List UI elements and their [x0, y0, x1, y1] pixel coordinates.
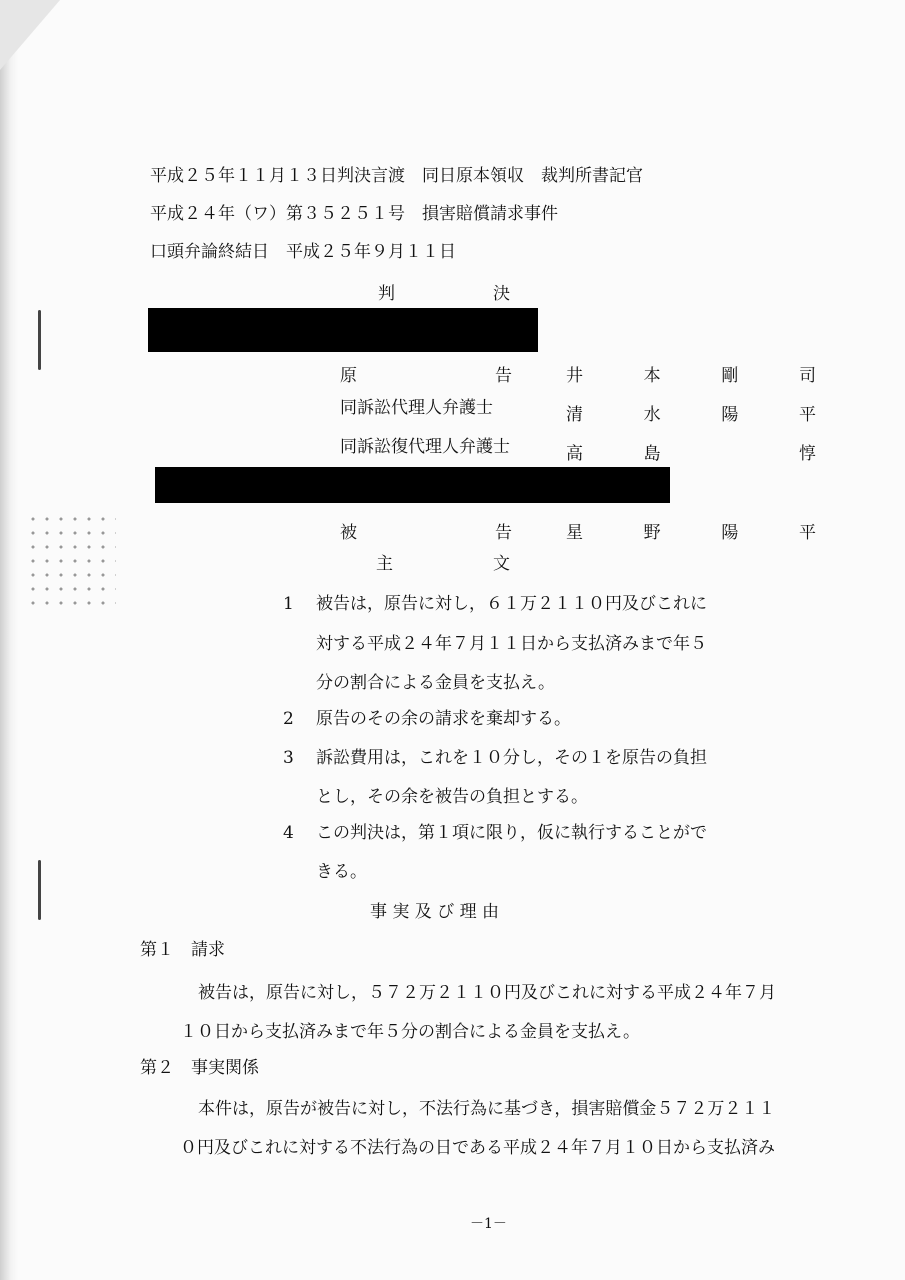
staple-mark-bottom [38, 860, 41, 920]
plaintiff-role-char-1: 原 [340, 366, 357, 386]
main-item-2-number: 2 [283, 709, 294, 729]
main-item-3-line-2: とし，その余を被告の負担とする。 [316, 787, 588, 807]
section-2-line-1: 本件は，原告が被告に対し，不法行為に基づき，損害賠償金５７２万２１１ [198, 1099, 776, 1119]
main-item-2-line-1: 原告のその余の請求を棄却する。 [316, 709, 571, 729]
facts-reasons-title: 事 実 及 び 理 由 [370, 902, 500, 922]
sub-attorney-name-char-3 [721, 439, 738, 464]
section-1-line-2: １０日から支払済みまで年５分の割合による金員を支払え。 [180, 1022, 641, 1042]
attorney-name-char-2: 水 [643, 405, 661, 425]
attorney-name [566, 400, 816, 425]
page-number: －1－ [470, 1216, 507, 1232]
defendant-name-char-1: 星 [566, 523, 583, 543]
defendant-name-char-2: 野 [643, 523, 661, 543]
judgment-title-char-1: 判 [378, 284, 395, 304]
staple-mark-top [38, 310, 41, 370]
section-2-line-2: ０円及びこれに対する不法行為の日である平成２４年７月１０日から支払済み [180, 1138, 775, 1158]
punch-dots [26, 512, 116, 607]
plaintiff-name-char-2: 本 [643, 366, 661, 386]
plaintiff-role [340, 361, 512, 386]
redaction-bar-plaintiff-address [148, 308, 538, 352]
main-item-4-number: 4 [283, 823, 294, 843]
main-text-title-char-2: 文 [493, 554, 510, 574]
defendant-name-char-4: 平 [798, 523, 816, 543]
sub-attorney-role: 同訴訟復代理人弁護士 [340, 437, 510, 457]
defendant-role [340, 518, 512, 543]
section-1-line-1: 被告は，原告に対し，５７２万２１１０円及びこれに対する平成２４年７月 [198, 983, 776, 1003]
sub-attorney-name-char-2: 島 [643, 444, 661, 464]
defendant-name [566, 518, 816, 543]
main-text-title-char-1: 主 [376, 554, 393, 574]
scan-edge-shadow [0, 0, 18, 1280]
attorney-name-char-1: 清 [566, 405, 583, 425]
section-2-heading: 第２ 事実関係 [140, 1058, 259, 1078]
plaintiff-name-char-1: 井 [566, 366, 583, 386]
sub-attorney-name [566, 439, 816, 464]
defendant-name-char-3: 陽 [721, 523, 739, 543]
plaintiff-name [566, 361, 816, 386]
redaction-bar-defendant-address [155, 467, 670, 503]
main-item-1-line-1: 被告は，原告に対し，６１万２１１０円及びこれに [316, 594, 707, 614]
section-1-heading: 第１ 請求 [140, 940, 225, 960]
main-item-1-line-3: 分の割合による金員を支払え。 [316, 673, 556, 693]
plaintiff-name-char-4: 司 [798, 366, 816, 386]
main-item-4-line-1: この判決は，第１項に限り，仮に執行することがで [316, 823, 707, 843]
sub-attorney-name-char-4: 惇 [798, 444, 816, 464]
header-line-3: 口頭弁論終結日 平成２５年９月１１日 [150, 242, 456, 262]
attorney-name-char-4: 平 [798, 405, 816, 425]
main-item-1-number: 1 [283, 594, 294, 614]
attorney-name-char-3: 陽 [721, 405, 739, 425]
main-item-3-number: 3 [283, 748, 294, 768]
main-item-4-line-2: きる。 [316, 862, 367, 882]
plaintiff-role-char-2: 告 [495, 366, 512, 386]
main-item-3-line-1: 訴訟費用は，これを１０分し，その１を原告の負担 [316, 748, 707, 768]
main-item-1-line-2: 対する平成２４年７月１１日から支払済みまで年５ [316, 634, 707, 654]
corner-fold [0, 0, 60, 70]
defendant-role-char-2: 告 [495, 523, 512, 543]
attorney-role: 同訴訟代理人弁護士 [340, 398, 493, 418]
header-line-1: 平成２５年１１月１３日判決言渡 同日原本領収 裁判所書記官 [150, 166, 643, 186]
header-line-2: 平成２４年（ワ）第３５２５１号 損害賠償請求事件 [150, 204, 558, 224]
judgment-title-char-2: 決 [493, 284, 510, 304]
sub-attorney-name-char-1: 高 [566, 444, 583, 464]
plaintiff-name-char-3: 剛 [721, 366, 739, 386]
defendant-role-char-1: 被 [340, 523, 357, 543]
